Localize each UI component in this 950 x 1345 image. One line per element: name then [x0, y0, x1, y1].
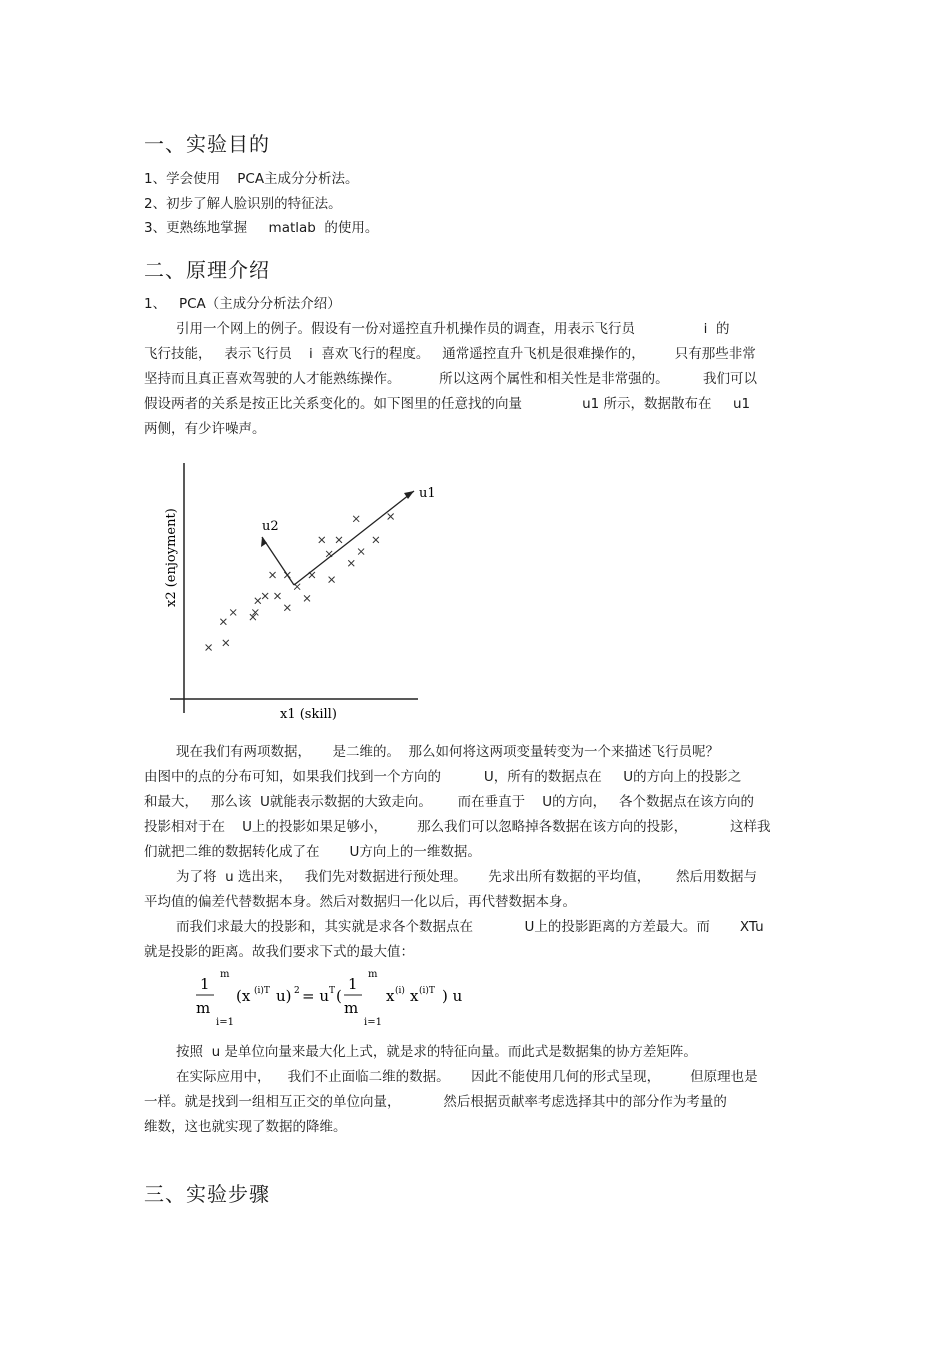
paragraph-line: 们就把二维的数据转化成了在 U方向上的一维数据。 — [144, 844, 481, 860]
u2-vector — [262, 537, 294, 585]
data-point — [348, 560, 354, 566]
pca-scatter-figure — [160, 455, 450, 725]
svg-text:T: T — [329, 986, 336, 996]
u2-arrowhead — [261, 537, 267, 547]
data-point — [274, 593, 280, 599]
paragraph-line: 和最大， 那么该 U就能表示数据的大致走向。 而在垂直于 U的方向， 各个数据点在该方向的 — [144, 794, 755, 810]
paragraph-line: 按照 u 是单位向量来最大化上式，就是求的特征向量。而此式是数据集的协方差矩阵。 — [176, 1044, 697, 1060]
svg-text:u): u) — [276, 987, 292, 1005]
svg-text:) u: ) u — [442, 987, 463, 1005]
section-3-title: 三、实验步骤 — [144, 1182, 270, 1206]
svg-text:m: m — [196, 999, 211, 1017]
paragraph-line: 为了将 u 选出来， 我们先对数据进行预处理。 先求出所有数据的平均值， 然后用数据与 — [176, 869, 758, 885]
data-points — [206, 513, 394, 650]
data-point — [230, 609, 236, 615]
section-2-title: 二、原理介绍 — [144, 258, 270, 282]
svg-text:1: 1 — [200, 975, 210, 993]
objective-item-3: 3、更熟练地掌握 matlab 的使用。 — [144, 220, 379, 236]
svg-text:= u: = u — [302, 987, 329, 1005]
paragraph-line: 平均值的偏差代替数据本身。然后对数据归一化以后，再代替数据本身。 — [144, 894, 576, 910]
data-point — [284, 605, 290, 611]
objective-item-2: 2、初步了解人脸识别的特征法。 — [144, 196, 342, 212]
paragraph-line: 由图中的点的分布可知，如果我们找到一个方向的 U，所有的数据点在 U的方向上的投影之 — [144, 769, 742, 785]
paragraph-line: 假设两者的关系是按正比关系变化的。如下图里的任意找的向量 u1 所示，数据散布在 u1 — [144, 396, 751, 412]
objective-item-1: 1、学会使用 PCA主成分分析法。 — [144, 171, 359, 187]
u1-label: u1 — [419, 486, 436, 501]
svg-text:m: m — [220, 969, 230, 980]
svg-text:2: 2 — [294, 986, 300, 996]
data-point — [262, 593, 268, 599]
data-point — [206, 645, 212, 651]
svg-text:i=1: i=1 — [216, 1017, 234, 1028]
svg-text:(i)T: (i)T — [419, 986, 435, 996]
data-point — [329, 577, 335, 583]
svg-text:(: ( — [336, 987, 342, 1005]
svg-text:(x: (x — [236, 987, 251, 1005]
svg-text:x: x — [410, 987, 419, 1005]
section-1-title: 一、实验目的 — [144, 132, 270, 156]
svg-text:x: x — [386, 987, 395, 1005]
data-point — [223, 640, 229, 646]
svg-text:i=1: i=1 — [364, 1017, 382, 1028]
paragraph-line: 在实际应用中， 我们不止面临二维的数据。 因此不能使用几何的形式呈现， 但原理也是 — [176, 1069, 758, 1085]
paragraph-line: 就是投影的距离。故我们要求下式的最大值： — [144, 944, 414, 960]
data-point — [304, 595, 310, 601]
data-point — [358, 549, 364, 555]
svg-text:(i): (i) — [395, 986, 405, 996]
y-axis-label: x2 (enjoyment) — [164, 508, 179, 607]
paragraph-line: 引用一个网上的例子。假设有一份对遥控直升机操作员的调查，用表示飞行员 i 的 — [176, 321, 730, 337]
variance-formula — [190, 965, 490, 1029]
data-point — [255, 598, 261, 604]
data-point — [353, 516, 359, 522]
paragraph-line: 维数，这也就实现了数据的降维。 — [144, 1119, 347, 1135]
u1-vector — [294, 491, 414, 585]
paragraph-line: 现在我们有两项数据， 是二维的。 那么如何将这两项变量转变为一个来描述飞行员呢？ — [176, 744, 720, 760]
data-point — [336, 537, 342, 543]
svg-text:1: 1 — [348, 975, 358, 993]
u2-label: u2 — [262, 519, 279, 534]
paragraph-line: 一样。就是找到一组相互正交的单位向量， 然后根据贡献率考虑选择其中的部分作为考量的 — [144, 1094, 727, 1110]
paragraph-line: 两侧，有少许噪声。 — [144, 421, 266, 437]
svg-text:(i)T: (i)T — [254, 986, 270, 996]
svg-text:m: m — [368, 969, 378, 980]
data-point — [220, 619, 226, 625]
data-point — [270, 572, 276, 578]
x-axis-label: x1 (skill) — [280, 707, 337, 722]
data-point — [388, 513, 394, 519]
data-point — [319, 537, 325, 543]
paragraph-line: 坚持而且真正喜欢驾驶的人才能熟练操作。 所以这两个属性和相关性是非常强的。 我们可以 — [144, 371, 757, 387]
data-point — [373, 537, 379, 543]
paragraph-line: 而我们求最大的投影和，其实就是求各个数据点在 U上的投影距离的方差最大。而 XTu — [176, 919, 764, 935]
pca-subtitle: 1、 PCA（主成分分析法介绍） — [144, 296, 341, 312]
paragraph-line: 飞行技能， 表示飞行员 i 喜欢飞行的程度。 通常遥控直升飞机是很难操作的， 只有那些非常 — [144, 346, 756, 362]
paragraph-line: 投影相对于在 U上的投影如果足够小， 那么我们可以忽略掉各数据在该方向的投影， 这样我 — [144, 819, 771, 835]
svg-text:m: m — [344, 999, 359, 1017]
